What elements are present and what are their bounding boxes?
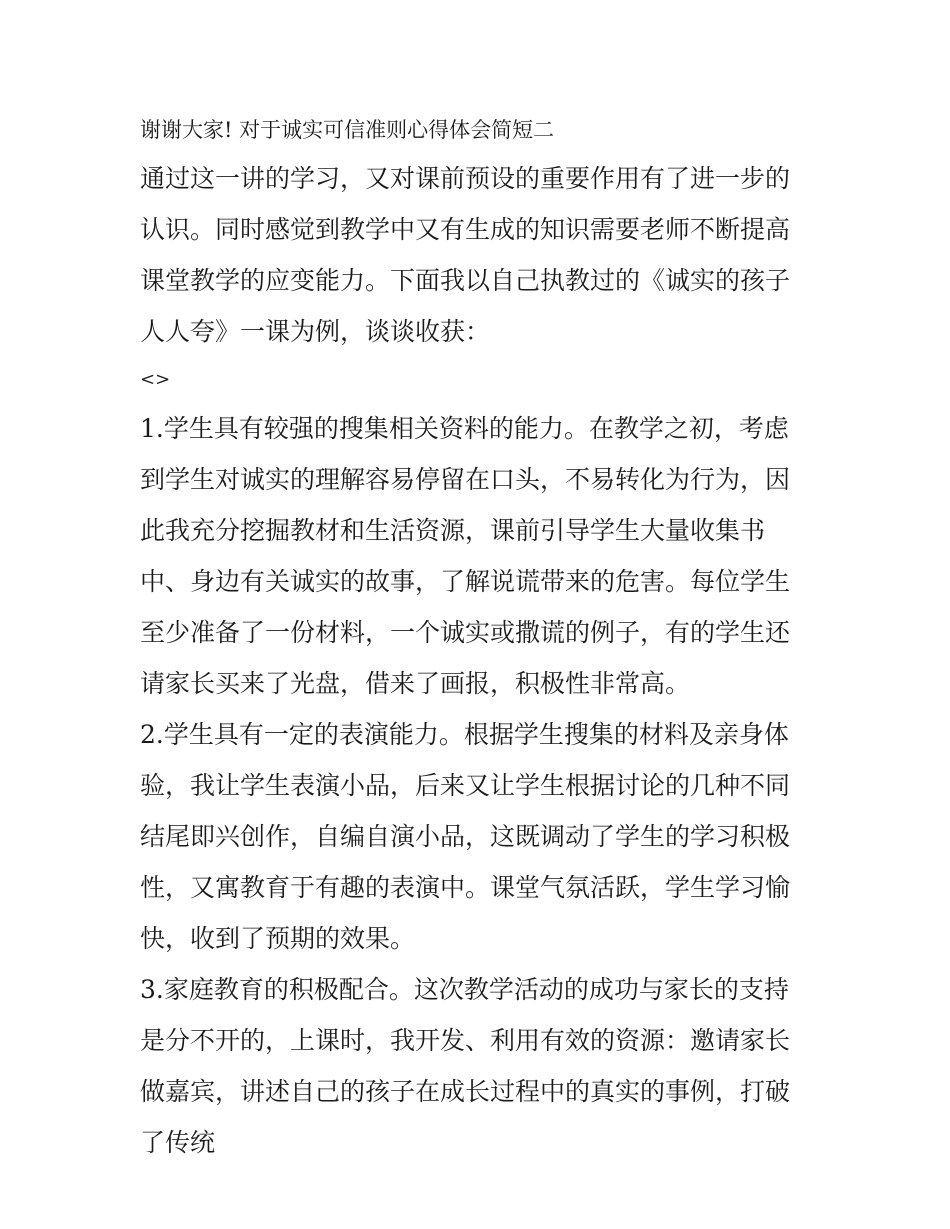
point-1-paragraph: 1.学生具有较强的搜集相关资料的能力。在教学之初，考虑到学生对诚实的理解容易停留在口头，不易转化为行为，因此我充分挖掘教材和生活资源，课前引导学生大量收集书中、身边有关诚实的故事，了解说谎带来的危害。每位学生至少准备了一份材料，一个诚实或撒谎的例子，有的学生还请家长买来了光盘，借来了画报，积极性非常高。 bbox=[140, 414, 791, 698]
intro-paragraph: 通过这一讲的学习，又对课前预设的重要作用有了进一步的认识。同时感觉到教学中又有生成的知识需要老师不断提高课堂教学的应变能力。下面我以自己执教过的《诚实的孩子人人夸》一课为例，谈谈收获： bbox=[140, 164, 791, 346]
section-heading: 谢谢大家! 对于诚实可信准则心得体会简短二 bbox=[140, 118, 555, 142]
point-2-paragraph: 2.学生具有一定的表演能力。根据学生搜集的材料及亲身体验，我让学生表演小品，后来又让学生根据讨论的几种不同结尾即兴创作，自编自演小品，这既调动了学生的学习积极性，又寓教育于有趣的表演中。课堂气氛活跃，学生学习愉快，收到了预期的效果。 bbox=[140, 720, 791, 953]
document-body bbox=[140, 107, 812, 1168]
placeholder-marker: <> bbox=[140, 369, 171, 390]
point-3-paragraph: 3.家庭教育的积极配合。这次教学活动的成功与家长的支持是分不开的，上课时，我开发、利用有效的资源：邀请家长做嘉宾，讲述自己的孩子在成长过程中的真实的事例，打破了传统 bbox=[140, 975, 791, 1157]
